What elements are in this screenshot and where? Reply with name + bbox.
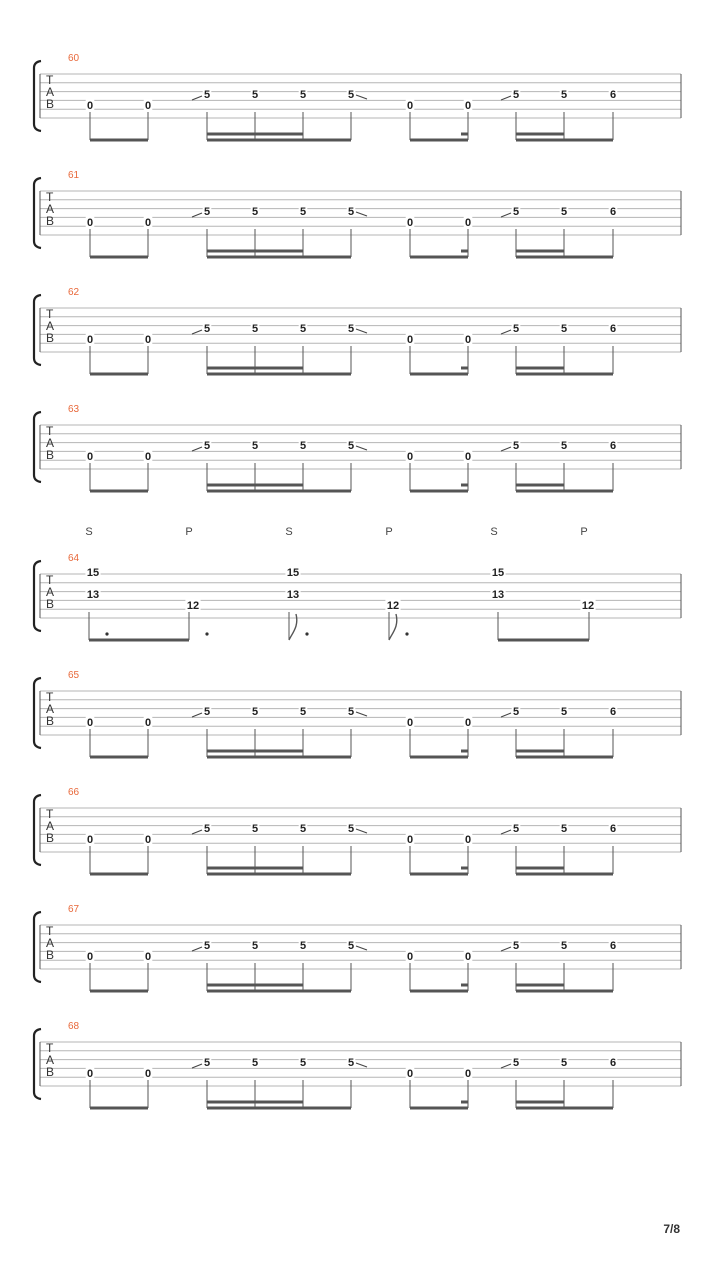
tab-letter-b: B — [46, 831, 55, 845]
fret-number: 5 — [251, 823, 259, 835]
slide-in-mark — [501, 830, 511, 834]
slide-in-mark — [501, 96, 511, 100]
beam-secondary-2 — [207, 250, 303, 253]
tab-letter-b: B — [46, 448, 55, 462]
system-measure-64 — [34, 526, 681, 642]
tab-letter-a: A — [46, 436, 55, 450]
tab-letter-a: A — [46, 702, 55, 716]
fret-number: 5 — [347, 323, 355, 335]
fret-number: 0 — [86, 834, 94, 846]
slide-out-mark — [356, 946, 367, 950]
beam-secondary-2 — [207, 750, 303, 753]
tab-letter-a: A — [46, 819, 55, 833]
fret-number: 13 — [491, 589, 505, 601]
tab-letter-a: A — [46, 85, 55, 99]
fret-number: 0 — [144, 334, 152, 346]
slide-out-mark — [356, 212, 367, 216]
tab-letter-t: T — [46, 73, 54, 87]
tab-letter-t: T — [46, 424, 54, 438]
slide-in-mark — [192, 213, 202, 217]
fret-number: 5 — [347, 706, 355, 718]
fret-number: 5 — [560, 940, 568, 952]
beam-secondary-4 — [516, 484, 564, 487]
fret-number: 5 — [251, 206, 259, 218]
beam-secondary-4 — [516, 867, 564, 870]
fret-number: 5 — [512, 323, 520, 335]
fret-number: 5 — [203, 940, 211, 952]
fret-number: 5 — [251, 440, 259, 452]
fret-number: 5 — [512, 1057, 520, 1069]
fret-number: 0 — [86, 951, 94, 963]
tab-letter-b: B — [46, 214, 55, 228]
fret-number: 6 — [609, 323, 617, 335]
beam-group-1 — [90, 490, 148, 493]
measure-number: 67 — [68, 904, 80, 915]
beam-group-2 — [207, 490, 351, 493]
fret-number: 0 — [144, 451, 152, 463]
fret-number: 5 — [203, 706, 211, 718]
fret-number: 5 — [203, 206, 211, 218]
slide-in-mark — [192, 830, 202, 834]
tab-letter-t: T — [46, 307, 54, 321]
fret-number: 0 — [464, 100, 472, 112]
beam-group-4 — [516, 139, 613, 142]
fret-number: 6 — [609, 823, 617, 835]
tab-letter-t: T — [46, 190, 54, 204]
tab-letter-b: B — [46, 948, 55, 962]
beam-group-2 — [207, 139, 351, 142]
fret-number: 0 — [406, 334, 414, 346]
tab-letter-t: T — [46, 924, 54, 938]
slide-in-mark — [501, 713, 511, 717]
slide-in-mark — [501, 447, 511, 451]
dot — [405, 632, 408, 635]
fret-number: 6 — [609, 1057, 617, 1069]
system-measure-60 — [34, 53, 681, 142]
beam-secondary-4 — [516, 367, 564, 370]
fret-number: 5 — [203, 823, 211, 835]
tab-letter-a: A — [46, 319, 55, 333]
fret-number: 5 — [203, 323, 211, 335]
measure-number: 60 — [68, 53, 80, 64]
fret-number: 0 — [86, 451, 94, 463]
slide-in-mark — [192, 713, 202, 717]
fret-number: 0 — [464, 717, 472, 729]
fret-number: 5 — [299, 1057, 307, 1069]
beam-group-3 — [410, 990, 468, 993]
fret-number: 13 — [286, 589, 300, 601]
system-measure-62 — [34, 287, 681, 376]
fret-number: 6 — [609, 440, 617, 452]
fret-number: 5 — [299, 440, 307, 452]
fret-number: 0 — [86, 717, 94, 729]
fret-number: 15 — [491, 567, 505, 579]
fret-number: 5 — [251, 89, 259, 101]
fret-number: 0 — [464, 451, 472, 463]
fret-number: 0 — [86, 334, 94, 346]
page-number: 7/8 — [663, 1222, 680, 1236]
system-measure-63 — [34, 404, 681, 493]
beam-stub-3 — [461, 750, 468, 753]
slide-in-mark — [501, 947, 511, 951]
beam-secondary-2 — [207, 367, 303, 370]
tab-letter-t: T — [46, 807, 54, 821]
tab-letter-t: T — [46, 573, 54, 587]
fret-number: 5 — [512, 206, 520, 218]
beam-secondary-2 — [207, 133, 303, 136]
slide-in-mark — [501, 330, 511, 334]
system-measure-66 — [34, 787, 681, 876]
slide-in-mark — [192, 1064, 202, 1068]
beam-group-2 — [207, 873, 351, 876]
beam-group-3 — [410, 490, 468, 493]
beam-group-3 — [410, 373, 468, 376]
tab-letter-b: B — [46, 597, 55, 611]
beam-group-1 — [90, 756, 148, 759]
fret-number: 5 — [347, 440, 355, 452]
fret-number: 5 — [299, 823, 307, 835]
beam-stub-3 — [461, 367, 468, 370]
technique-mark-s: S — [490, 526, 498, 538]
fret-number: 6 — [609, 89, 617, 101]
beam-group-4 — [516, 490, 613, 493]
slide-out-mark — [356, 829, 367, 833]
fret-number: 5 — [347, 1057, 355, 1069]
fret-number: 0 — [464, 334, 472, 346]
beam-group-3 — [410, 1107, 468, 1110]
technique-mark-p: P — [580, 526, 588, 538]
beam-secondary-4 — [516, 1101, 564, 1104]
beam-group-1 — [89, 639, 189, 642]
measure-number: 63 — [68, 404, 80, 415]
fret-number: 0 — [406, 834, 414, 846]
beam-group-2 — [207, 373, 351, 376]
beam-secondary-2 — [207, 484, 303, 487]
beam-stub-3 — [461, 250, 468, 253]
tab-letter-b: B — [46, 1065, 55, 1079]
beam-stub-3 — [461, 133, 468, 136]
beam-group-4 — [516, 990, 613, 993]
tab-letter-b: B — [46, 714, 55, 728]
fret-number: 5 — [299, 940, 307, 952]
fret-number: 5 — [347, 940, 355, 952]
fret-number: 0 — [406, 717, 414, 729]
fret-number: 5 — [560, 440, 568, 452]
fret-number: 5 — [251, 323, 259, 335]
fret-number: 0 — [406, 951, 414, 963]
fret-number: 5 — [560, 1057, 568, 1069]
slide-in-mark — [501, 213, 511, 217]
beam-group-3 — [410, 256, 468, 259]
technique-mark-s: S — [285, 526, 293, 538]
fret-number: 0 — [406, 100, 414, 112]
fret-number: 0 — [406, 1068, 414, 1080]
beam-group-1 — [90, 990, 148, 993]
fret-number: 0 — [144, 717, 152, 729]
fret-number: 13 — [86, 589, 100, 601]
system-measure-65 — [34, 670, 681, 759]
beam-group-2 — [207, 990, 351, 993]
fret-number: 5 — [203, 440, 211, 452]
fret-number: 6 — [609, 940, 617, 952]
fret-number: 12 — [186, 600, 200, 612]
tab-letter-t: T — [46, 1041, 54, 1055]
beam-secondary-4 — [516, 750, 564, 753]
slide-out-mark — [356, 712, 367, 716]
beam-secondary-2 — [207, 1101, 303, 1104]
slide-out-mark — [356, 329, 367, 333]
beam-secondary-4 — [516, 250, 564, 253]
tab-letter-a: A — [46, 202, 55, 216]
fret-number: 5 — [203, 1057, 211, 1069]
measure-number: 64 — [68, 553, 80, 564]
fret-number: 0 — [144, 834, 152, 846]
slide-in-mark — [192, 447, 202, 451]
technique-mark-p: P — [185, 526, 193, 538]
fret-number: 5 — [512, 823, 520, 835]
fret-number: 0 — [144, 951, 152, 963]
fret-number: 6 — [609, 206, 617, 218]
dot — [305, 632, 308, 635]
beam-group-4 — [516, 373, 613, 376]
beam-group-2 — [207, 1107, 351, 1110]
fret-number: 5 — [560, 323, 568, 335]
beam-group-1 — [90, 373, 148, 376]
beam-group-4 — [516, 1107, 613, 1110]
fret-number: 0 — [86, 1068, 94, 1080]
fret-number: 5 — [512, 706, 520, 718]
beam-stub-3 — [461, 984, 468, 987]
slide-in-mark — [192, 96, 202, 100]
beam-stub-3 — [461, 867, 468, 870]
beam-group-4 — [516, 873, 613, 876]
fret-number: 5 — [512, 940, 520, 952]
beam-stub-3 — [461, 484, 468, 487]
slide-out-mark — [356, 446, 367, 450]
technique-mark-p: P — [385, 526, 393, 538]
fret-number: 5 — [512, 440, 520, 452]
dot — [105, 632, 108, 635]
fret-number: 5 — [299, 89, 307, 101]
fret-number: 5 — [251, 940, 259, 952]
tab-letter-b: B — [46, 97, 55, 111]
beam-group-3 — [410, 756, 468, 759]
fret-number: 5 — [512, 89, 520, 101]
fret-number: 12 — [581, 600, 595, 612]
tab-letter-b: B — [46, 331, 55, 345]
slide-out-mark — [356, 95, 367, 99]
beam-secondary-4 — [516, 133, 564, 136]
fret-number: 5 — [560, 706, 568, 718]
slide-out-mark — [356, 1063, 367, 1067]
beam-group-3 — [410, 139, 468, 142]
beam-group-3 — [410, 873, 468, 876]
fret-number: 15 — [86, 567, 100, 579]
tab-letter-a: A — [46, 585, 55, 599]
fret-number: 0 — [464, 1068, 472, 1080]
fret-number: 0 — [144, 100, 152, 112]
beam-group-1 — [90, 873, 148, 876]
system-measure-61 — [34, 170, 681, 259]
beam-group-3 — [498, 639, 589, 642]
beam-group-1 — [90, 256, 148, 259]
fret-number: 0 — [86, 100, 94, 112]
system-measure-68 — [34, 1021, 681, 1110]
fret-number: 0 — [406, 451, 414, 463]
fret-number: 5 — [203, 89, 211, 101]
fret-number: 0 — [464, 834, 472, 846]
beam-secondary-2 — [207, 867, 303, 870]
beam-group-2 — [207, 256, 351, 259]
beam-group-2 — [207, 756, 351, 759]
slide-in-mark — [192, 947, 202, 951]
beam-group-4 — [516, 756, 613, 759]
tab-letter-a: A — [46, 1053, 55, 1067]
fret-number: 0 — [464, 217, 472, 229]
beam-group-1 — [90, 1107, 148, 1110]
tab-letter-t: T — [46, 690, 54, 704]
fret-number: 5 — [560, 206, 568, 218]
fret-number: 15 — [286, 567, 300, 579]
fret-number: 5 — [299, 206, 307, 218]
beam-secondary-2 — [207, 984, 303, 987]
fret-number: 5 — [347, 89, 355, 101]
fret-number: 5 — [299, 323, 307, 335]
measure-number: 66 — [68, 787, 80, 798]
beam-secondary-4 — [516, 984, 564, 987]
fret-number: 0 — [406, 217, 414, 229]
beam-group-4 — [516, 256, 613, 259]
fret-number: 5 — [251, 706, 259, 718]
beam-group-1 — [90, 139, 148, 142]
fret-number: 5 — [347, 823, 355, 835]
measure-number: 68 — [68, 1021, 80, 1032]
fret-number: 5 — [299, 706, 307, 718]
fret-number: 5 — [347, 206, 355, 218]
technique-mark-s: S — [85, 526, 93, 538]
beam-stub-3 — [461, 1101, 468, 1104]
fret-number: 6 — [609, 706, 617, 718]
fret-number: 0 — [144, 217, 152, 229]
fret-number: 0 — [144, 1068, 152, 1080]
system-measure-67 — [34, 904, 681, 993]
measure-number: 65 — [68, 670, 80, 681]
dot — [205, 632, 208, 635]
tab-letter-a: A — [46, 936, 55, 950]
fret-number: 5 — [560, 89, 568, 101]
slide-in-mark — [192, 330, 202, 334]
slide-in-mark — [501, 1064, 511, 1068]
fret-number: 0 — [86, 217, 94, 229]
fret-number: 5 — [251, 1057, 259, 1069]
fret-number: 12 — [386, 600, 400, 612]
measure-number: 61 — [68, 170, 80, 181]
fret-number: 5 — [560, 823, 568, 835]
fret-number: 0 — [464, 951, 472, 963]
measure-number: 62 — [68, 287, 80, 298]
